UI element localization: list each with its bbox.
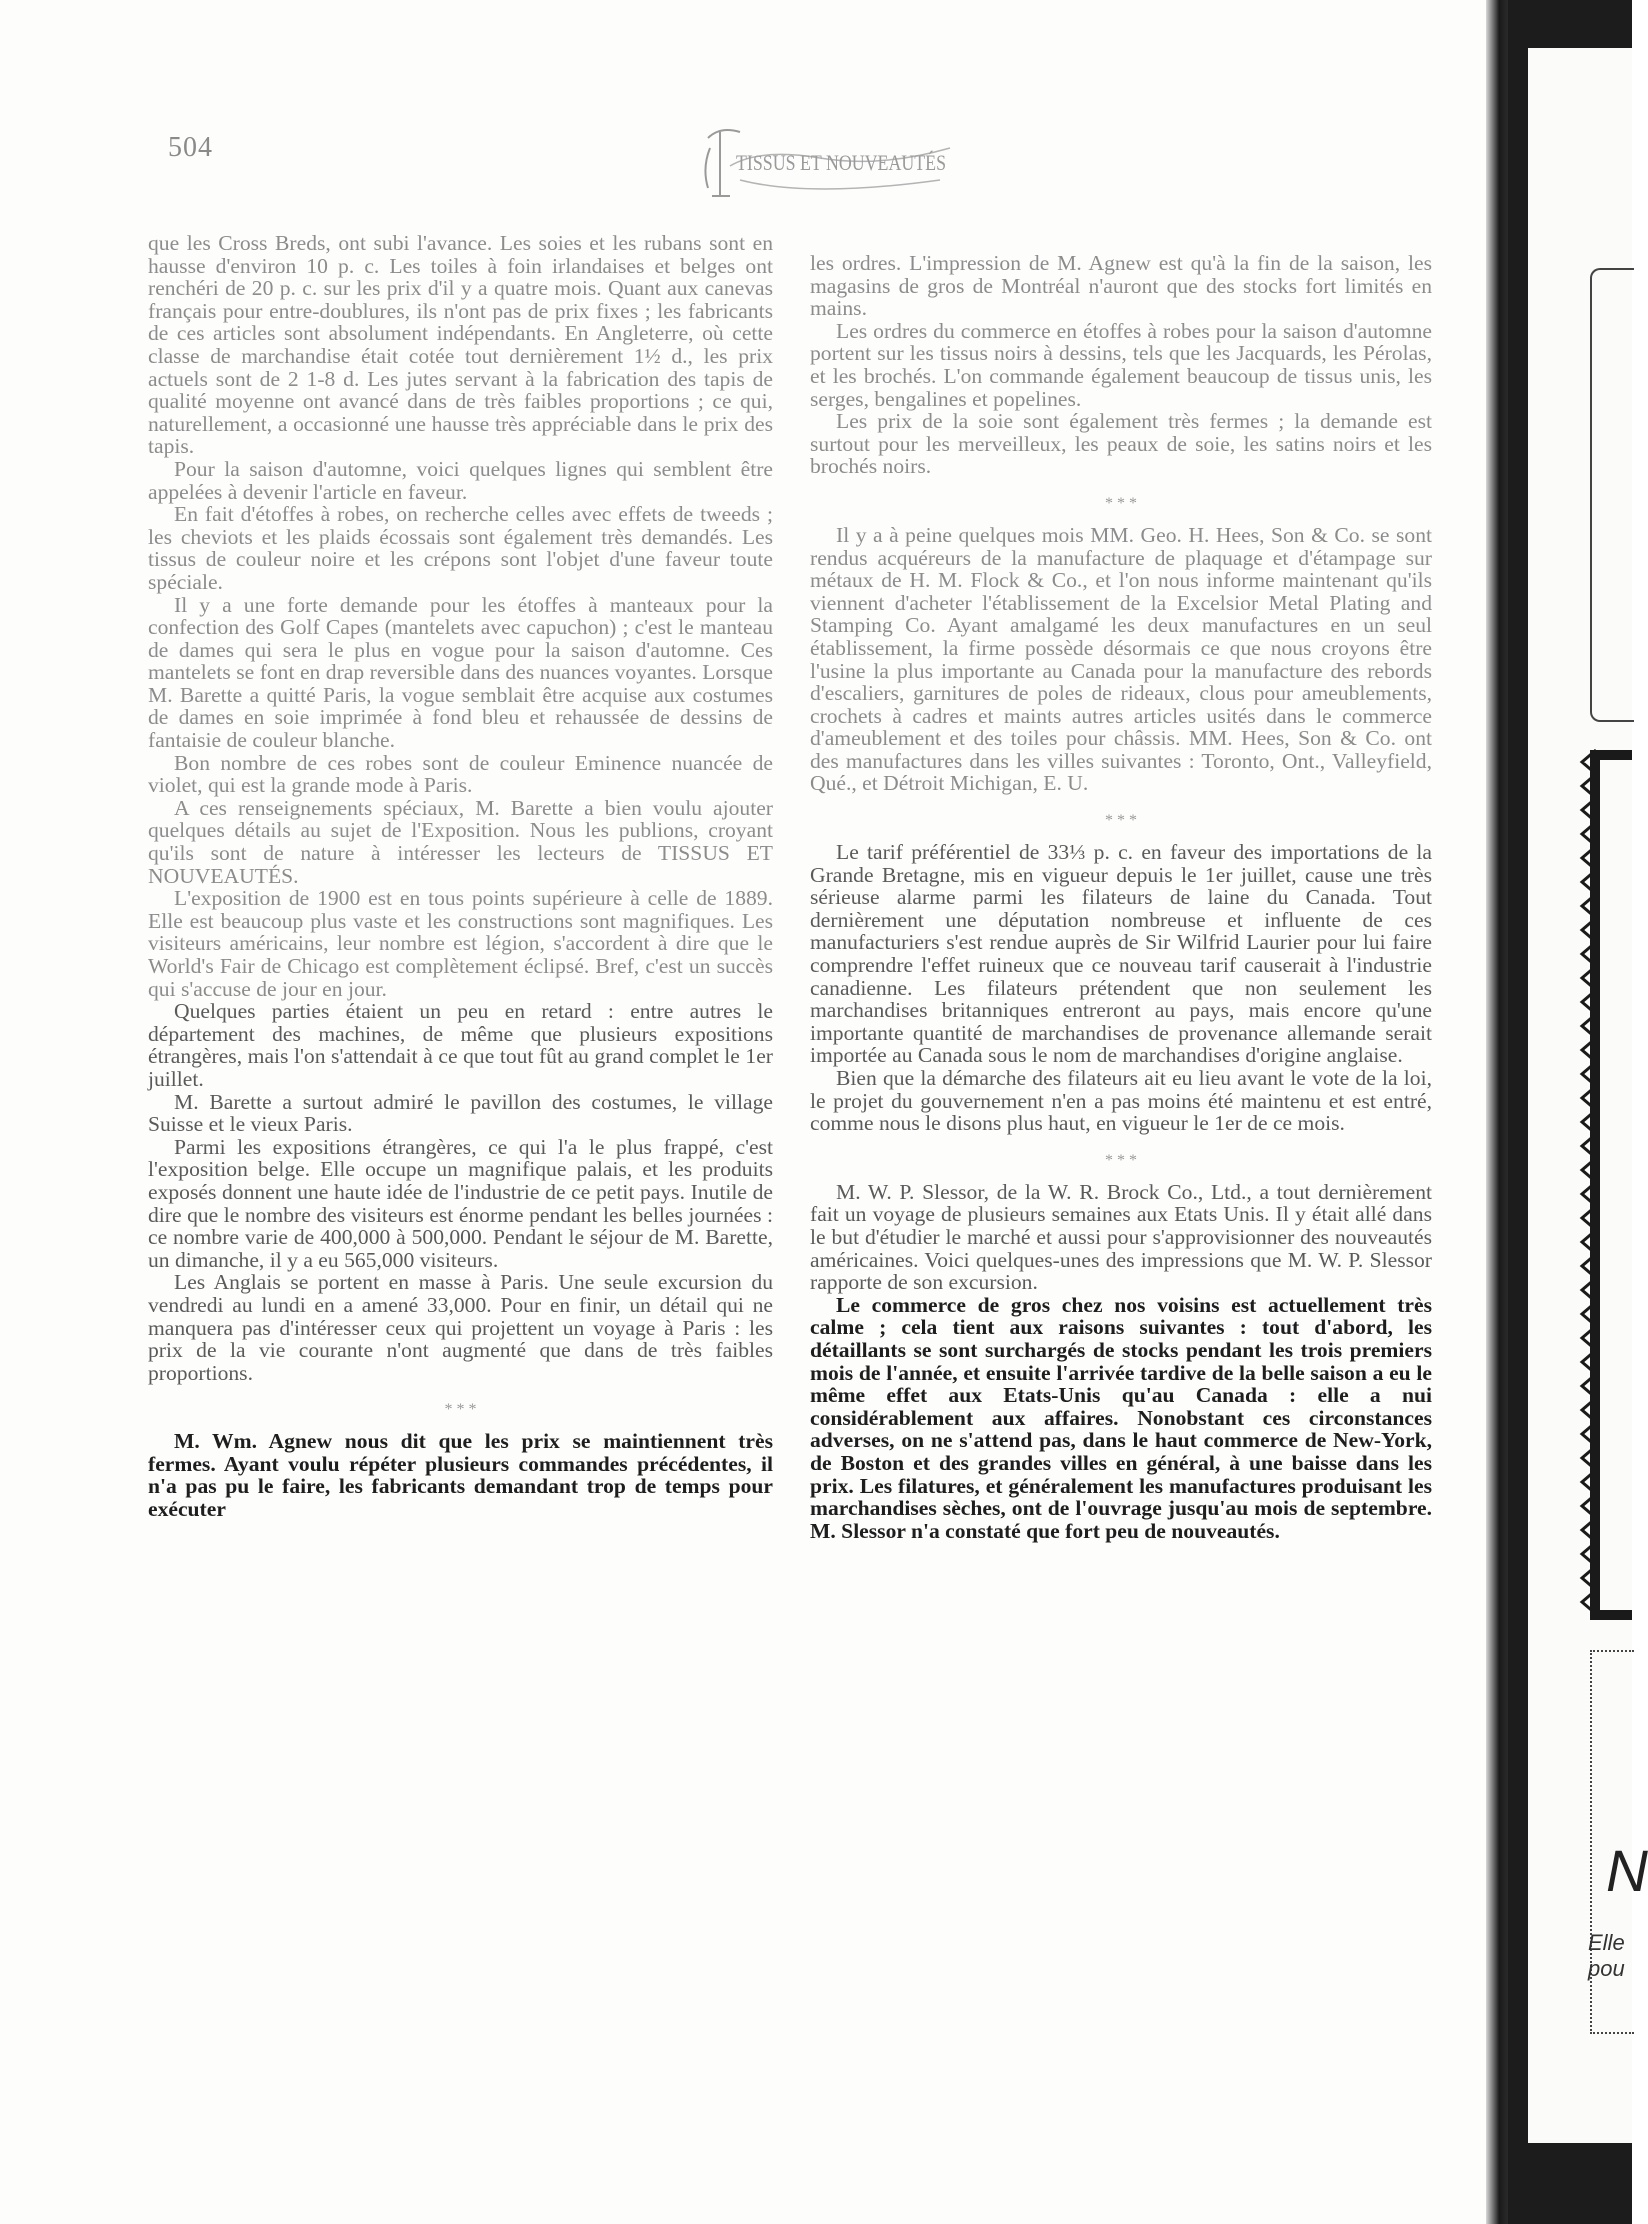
right-column-paragraph: M. W. P. Slessor, de la W. R. Brock Co., Ltd., a tout dernièrement fait un voyage de plusieurs semaines aux Etats Unis. Il y était allé dans le but d'étudier le marché et aussi pour s'approvisionner des nouveautés américaines. Voici quelques-unes des impressions que M. W. P. Slessor rapporte de son excursion. [810, 1179, 1432, 1295]
section-separator: * * * [1105, 494, 1137, 512]
masthead-text: TISSUS ET NOUVEAUTÉS [736, 150, 946, 175]
left-column-paragraph: M. Barette a surtout admiré le pavillon des costumes, le village Suisse et le vieux Paris. [148, 1089, 773, 1137]
right-column-paragraph: Les prix de la soie sont également très fermes ; la demande est surtout pour les merveilleux, les peaux de soie, les satins noirs et les brochés noirs. [810, 409, 1432, 479]
page-number: 504 [168, 132, 213, 163]
advertisement-line-2: pou [1588, 1956, 1625, 1981]
section-separator: * * * [1105, 812, 1137, 830]
page-gutter [1486, 0, 1508, 2224]
right-column-paragraph: Bien que la démarche des filateurs ait eu lieu avant le vote de la loi, le projet du gouvernement n'en a pas moins été maintenu et est entré, comme nous le disons plus haut, en vigueur le 1er de ce mois. [810, 1066, 1432, 1136]
left-column-paragraph: A ces renseignements spéciaux, M. Barette a bien voulu ajouter quelques détails au sujet de l'Exposition. Nous les publions, croyant qu'ils sont de nature à intéresser les lecteurs de TISSUS ET NOUVEAUTÉS. [148, 795, 773, 888]
advertisement-line-1: Elle [1588, 1930, 1625, 1955]
masthead-logo [700, 118, 960, 208]
section-separator: * * * [1105, 1151, 1137, 1169]
left-column-paragraph: Il y a une forte demande pour les étoffes à manteaux pour la confection des Golf Capes (mantelets avec capuchon) ; c'est le manteau de dames qui sera le plus en vogue pour la saison d'automne. Ces mantelets se font en drap reversible dans des nuances voyantes. Lorsque M. Barette a quitté Paris, la vogue semblait être acquise aux costumes de dames en soie imprimée à fond bleu et rehaussée de dessins de fantaisie de couleur blanche. [148, 592, 773, 753]
advertisement-initial: N [1606, 1839, 1648, 1904]
left-column [148, 232, 773, 1521]
right-column-paragraph: les ordres. L'impression de M. Agnew est qu'à la fin de la saison, les magasins de gros de Montréal n'auront que des stocks fort limités en mains. [810, 251, 1432, 321]
right-column-paragraph: Le tarif préférentiel de 33⅓ p. c. en faveur des importations de la Grande Bretagne, mis en vigueur depuis le 1er juillet, cause une très sérieuse alarme parmi les filateurs de laine du Canada. Tout dernièrement une députation nombreuse et influente de ces manufacturiers s'est rendue auprès de Sir Wilfrid Laurier pour lui faire comprendre l'effet ruineux que ce nouveau tarif causerait à l'industrie canadienne. Les filateurs prétendent que non seulement les marchandises britanniques entreront au pays, mais encore qu'une importante quantité de marchandises de provenance allemande serait importée au Canada sous le nom de marchandises d'origine anglaise. [810, 840, 1432, 1068]
left-column-paragraph: que les Cross Breds, ont subi l'avance. Les soies et les rubans sont en hausse d'environ 10 p. c. Les toiles à foin irlandaises et belges ont renchéri de 20 p. c. sur les prix d'il y a quatre mois. Quant aux canevas français pour entre-doublures, ils n'ont pas de prix fixes ; les fabricants de ces articles sont absolument indépendants. En Angleterre, où cette classe de marchandise était cotée tout dernièrement 1½ d., les prix actuels sont de 2 1-8 d. Les jutes servant à la fabrication des tapis de qualité moyenne ont avancé dans de très faibles proportions ; ce qui, naturellement, a occasionné une hausse très appréciable dans le prix des tapis. [148, 231, 773, 459]
left-column-paragraph: M. Wm. Agnew nous dit que les prix se maintiennent très fermes. Ayant voulu répéter plusieurs commandes précédentes, il n'a pas pu le faire, les fabricants demandant trop de temps pour exécuter [148, 1429, 773, 1522]
right-column-paragraph: Il y a à peine quelques mois MM. Geo. H. Hees, Son & Co. se sont rendus acquéreurs de la manufacture de plaquage et d'étampage sur métaux de H. M. Flock & Co., et l'on nous informe maintenant qu'ils viennent d'acheter l'établissement de la Excelsior Metal Plating and Stamping Co. Ayant amalgamé les deux manufactures en un seul établissement, la firme possède désormais ce que nous croyons être l'usine la plus importante au Canada pour la manufacture des rebords d'escaliers, garnitures de poles de rideaux, clous pour ameublements, crochets à cadres et maints autres articles usités dans le commerce d'ameublement et des toiles pour châssis. MM. Hees, Son & Co. ont des manufactures dans les villes suivantes : Toronto, Ont., Valleyfield, Qué., et Détroit Michigan, E. U. [810, 522, 1432, 796]
advertisement-frame-top [1590, 268, 1634, 722]
left-column-paragraph: L'exposition de 1900 est en tous points supérieure à celle de 1889. Elle est beaucoup plus vaste et les constructions sont magnifiques. Les visiteurs américains, leur nombre est légion, s'accordent à dire que le World's Fair de Chicago est complètement éclipsé. Bref, c'est un succès qui s'accuse de jour en jour. [148, 886, 773, 1001]
right-column-paragraph: Les ordres du commerce en étoffes à robes pour la saison d'automne portent sur les tissus noirs à dessins, tels que les Jacquards, les Pérolas, et les brochés. L'on commande également beaucoup de tissus unis, les serges, bengalines et popelines. [810, 318, 1432, 411]
left-column-paragraph: Quelques parties étaient un peu en retard : entre autres le département des machines, de même que plusieurs expositions étrangères, mais l'on s'attendait à ce que tout fût au grand complet le 1er juillet. [148, 999, 773, 1091]
left-column-paragraph: En fait d'étoffes à robes, on recherche celles avec effets de tweeds ; les cheviots et les plaids écossais sont également très demandés. Les tissus de couleur noire et les crépons sont l'objet d'une faveur toute spéciale. [148, 502, 773, 594]
left-column-paragraph: Pour la saison d'automne, voici quelques lignes qui semblent être appelées à devenir l'article en faveur. [148, 456, 773, 504]
right-column-paragraph: Le commerce de gros chez nos voisins est actuellement très calme ; cela tient aux raisons suivantes : tout d'abord, les détaillants se sont surchargés de stocks pendant les trois premiers mois de l'année, et ensuite l'arrivée tardive de la belle saison a eu le même effet aux Etats-Unis qu'au Canada : elle a nui considérablement aux affaires. Nonobstant ces circonstances adverses, on ne s'attend pas, dans le haut commerce de New-York, de Boston et des grandes villes en général, à une baisse dans les prix. Les filatures, et généralement les manufactures produisant les marchandises sèches, ont de l'ouvrage jusqu'au mois de septembre. M. Slessor n'a constaté que fort peu de nouveautés. [810, 1292, 1432, 1543]
advertisement-zigzag-border [1552, 750, 1632, 1620]
section-separator: * * * [444, 1401, 477, 1419]
left-column-paragraph: Bon nombre de ces robes sont de couleur Eminence nuancée de violet, qui est la grande mode à Paris. [148, 750, 773, 798]
right-column [810, 252, 1432, 1542]
left-column-paragraph: Les Anglais se portent en masse à Paris. Une seule excursion du vendredi au lundi en a amené 33,000. Pour en finir, un détail qui ne manquera pas d'intéresser ceux qui projettent un voyage à Paris : les prix de la vie courante n'ont augmenté que dans de très faibles proportions. [148, 1270, 773, 1385]
left-column-paragraph: Parmi les expositions étrangères, ce qui l'a le plus frappé, c'est l'exposition belge. Elle occupe un magnifique palais, et les produits exposés donnent une haute idée de l'industrie de ce petit pays. Inutile de dire que le nombre des visiteurs est énorme pendant les belles journées : ce nombre varie de 400,000 à 500,000. Pendant le séjour de M. Barette, un dimanche, il y a eu 565,000 visiteurs. [148, 1134, 773, 1272]
